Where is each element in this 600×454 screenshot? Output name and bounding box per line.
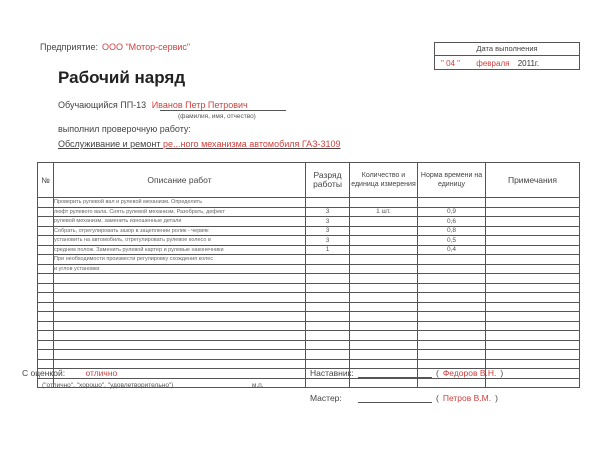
cell-norm [418,312,486,322]
cell-quantity [350,283,418,293]
cell-quantity [350,217,418,227]
cell-remarks [486,350,580,360]
date-day: " 04 " [441,59,461,68]
table-row [38,264,580,274]
cell-description: установить на автомобиль, отрегулировать рулевое колесо в [54,236,306,246]
cell-description [54,321,306,331]
cell-description [54,331,306,341]
table-row [38,293,580,303]
cell-description [54,350,306,360]
grade-line [22,368,117,378]
cell-rank [306,302,350,312]
cell-quantity [350,359,418,369]
cell-number [38,331,54,341]
cell-description: При необходимости произвести регулировку схождения колес [54,255,306,265]
table-row [38,340,580,350]
cell-remarks [486,245,580,255]
cell-number [38,264,54,274]
cell-number [38,245,54,255]
cell-number [38,236,54,246]
cell-remarks [486,236,580,246]
cell-description: Проверить рулевой вал и рулевой механизм. Определить [54,198,306,208]
cell-remarks [486,321,580,331]
cell-quantity [350,321,418,331]
cell-number [38,217,54,227]
cell-quantity [350,236,418,246]
cell-quantity [350,264,418,274]
mentor-name-wrap: ( Федоров В.Н. ) [436,368,504,378]
grade-hint: ("отлично", "хорошо", "удовлетворительно") [42,382,174,389]
enterprise-line [40,42,190,52]
cell-number [38,350,54,360]
cell-remarks [486,264,580,274]
cell-rank: 3 [306,207,350,217]
cell-rank [306,255,350,265]
work-description [58,139,341,149]
col-description-header: Описание работ [54,163,306,198]
mentor-name: Федоров В.Н. [442,368,497,378]
cell-rank [306,340,350,350]
cell-norm [418,331,486,341]
cell-description [54,274,306,284]
trainee-name-hint: (фамилия, имя, отчество) [178,113,256,120]
trainee-name: Иванов Петр Петрович [151,100,248,110]
cell-quantity [350,350,418,360]
grade-underline [60,378,210,379]
cell-quantity [350,245,418,255]
cell-norm: 0,5 [418,236,486,246]
cell-norm: 0,4 [418,245,486,255]
cell-remarks [486,293,580,303]
mentor-line [310,368,354,378]
cell-description [54,293,306,303]
cell-rank [306,293,350,303]
table-row [38,283,580,293]
cell-number [38,302,54,312]
cell-norm: 0,9 [418,207,486,217]
cell-remarks [486,283,580,293]
cell-rank: 3 [306,236,350,246]
table-row [38,350,580,360]
performed-label: выполнил проверочную работу: [58,124,191,134]
cell-description: среднем полож. Заменить рулевой картер и рулевые наконечники [54,245,306,255]
cell-remarks [486,217,580,227]
col-quantity-header: Количество и единица измерения [350,163,418,198]
table-row [38,312,580,322]
cell-norm [418,302,486,312]
cell-rank: 3 [306,217,350,227]
table-row [38,245,580,255]
cell-quantity [350,226,418,236]
cell-remarks [486,207,580,217]
cell-description: люфт рулевого вала. Снять рулевой механизм. Разобрать, дефект [54,207,306,217]
work-description-name: ре...ного механизма автомобиля ГАЗ-3109 [162,139,341,149]
cell-description: рулевой механизм, заменить изношенные детали [54,217,306,227]
work-table [37,162,580,388]
table-row [38,207,580,217]
cell-remarks [486,312,580,322]
cell-remarks [486,340,580,350]
master-name-wrap: ( Петров В.М. ) [436,393,498,403]
col-number-header: № [38,163,54,198]
cell-norm [418,378,486,388]
table-row [38,321,580,331]
cell-norm [418,198,486,208]
cell-description [54,312,306,322]
cell-norm [418,293,486,303]
completion-date-box [434,42,580,70]
cell-remarks [486,378,580,388]
cell-description [54,302,306,312]
trainee-label: Обучающийся ПП-13 [58,100,147,110]
cell-quantity [350,378,418,388]
cell-number [38,255,54,265]
cell-norm [418,274,486,284]
stamp-place-label: м.п. [252,382,264,389]
cell-number [38,207,54,217]
cell-rank [306,274,350,284]
master-signature-line [358,402,432,403]
cell-quantity [350,312,418,322]
cell-remarks [486,255,580,265]
mentor-label: Наставник: [310,368,354,378]
table-row [38,274,580,284]
cell-quantity [350,274,418,284]
cell-number [38,321,54,331]
cell-remarks [486,226,580,236]
table-row [38,236,580,246]
table-row [38,302,580,312]
col-rank-header: Разряд работы [306,163,350,198]
table-header-row [38,163,580,198]
cell-norm: 0,6 [418,217,486,227]
enterprise-label: Предприятие: [40,42,98,52]
cell-norm [418,283,486,293]
cell-number [38,340,54,350]
cell-description: и углов установки [54,264,306,274]
cell-norm: 0,8 [418,226,486,236]
enterprise-name: ООО "Мотор-сервис" [101,42,191,52]
cell-number [38,198,54,208]
master-name: Петров В.М. [442,393,492,403]
cell-norm [418,340,486,350]
trainee-name-underline [160,110,286,111]
cell-rank [306,350,350,360]
cell-number [38,226,54,236]
table-row [38,331,580,341]
cell-quantity [350,198,418,208]
cell-number [38,274,54,284]
cell-norm [418,350,486,360]
cell-number [38,293,54,303]
completion-date-header: Дата выполнения [435,43,579,56]
cell-description: Собрать, отрегулировать зазор в зацеплении ролик - червяк [54,226,306,236]
cell-rank [306,264,350,274]
completion-date-value [435,56,579,71]
table-row [38,226,580,236]
cell-quantity [350,331,418,341]
cell-rank [306,312,350,322]
work-description-prefix: Обслуживание и ремонт [58,139,161,149]
cell-remarks [486,331,580,341]
cell-description [54,340,306,350]
date-year: 2011г. [517,59,540,68]
cell-number [38,312,54,322]
trainee-line [58,100,248,110]
mentor-signature-line [358,377,432,378]
cell-description [54,283,306,293]
cell-quantity [350,302,418,312]
cell-norm [418,321,486,331]
cell-rank [306,198,350,208]
cell-norm [418,255,486,265]
cell-number [38,283,54,293]
master-label: Мастер: [310,393,342,403]
cell-remarks [486,274,580,284]
cell-rank: 1 [306,245,350,255]
cell-rank [306,331,350,341]
col-norm-header: Норма времени на единицу [418,163,486,198]
cell-norm [418,264,486,274]
cell-remarks [486,198,580,208]
cell-rank [306,378,350,388]
col-remarks-header: Примечания [486,163,580,198]
table-row [38,255,580,265]
master-line [310,393,342,403]
table-row [38,217,580,227]
cell-rank [306,283,350,293]
grade-label: С оценкой: [22,368,66,378]
cell-quantity [350,255,418,265]
grade-value: отлично [85,368,118,378]
table-row [38,198,580,208]
document-title: Рабочий наряд [58,68,186,87]
cell-remarks [486,302,580,312]
cell-quantity: 1 шт. [350,207,418,217]
cell-quantity [350,293,418,303]
date-month: февраля [476,59,510,68]
cell-quantity [350,340,418,350]
cell-rank: 3 [306,226,350,236]
cell-rank [306,321,350,331]
